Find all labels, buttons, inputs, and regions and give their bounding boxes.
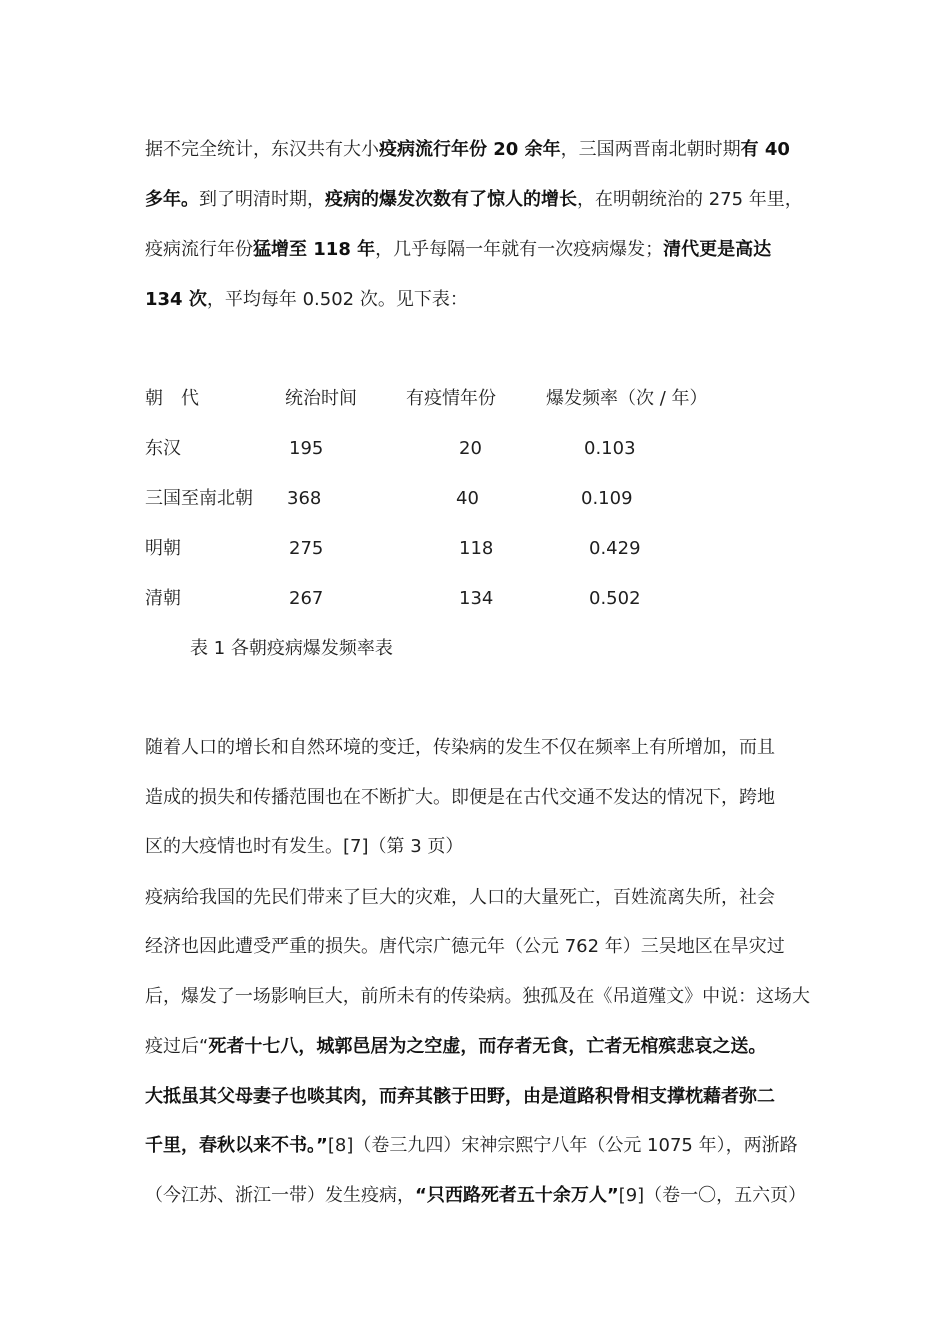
quote-bold-run: “只西路死者五十余万人”: [415, 1185, 619, 1206]
table-header-row: [145, 386, 765, 412]
bold-run: 疫病流行年份 20 余年: [379, 139, 561, 160]
paragraph-line: [145, 1034, 766, 1060]
table-header-cell: 有疫情年份: [406, 388, 496, 409]
text-run: 疫病流行年份: [145, 239, 253, 260]
paragraph-line: 疫病给我国的先民们带来了巨大的灾难，人口的大量死亡，百姓流离失所，社会: [145, 887, 775, 908]
text-run: ，几乎每隔一年就有一次疫病爆发；: [375, 239, 664, 260]
table-row: [145, 586, 765, 612]
text-run: 疫过后“: [145, 1036, 209, 1057]
quote-line: 大抵虽其父母妻子也啖其肉，而弃其骸于田野，由是道路积骨相支撑枕藉者弥二: [145, 1086, 775, 1107]
intro-line-4: [145, 287, 468, 313]
table-cell: 0.103: [584, 438, 636, 459]
text-run: [8]（卷三九四）宋神宗熙宁八年（公元 1075 年），两浙路: [327, 1135, 798, 1156]
bold-run: 猛增至 118 年: [253, 239, 376, 260]
table-cell: 267: [289, 588, 324, 609]
intro-line-3: [145, 237, 771, 263]
text-run: （今江苏、浙江一带）发生疫病，: [145, 1185, 415, 1206]
table-cell: 0.429: [589, 538, 641, 559]
text-run: 据不完全统计，东汉共有大小: [145, 139, 379, 160]
table-cell: 195: [289, 438, 324, 459]
text-run: ，三国两晋南北朝时期: [560, 139, 741, 160]
paragraph-line: 造成的损失和传播范围也在不断扩大。即便是在古代交通不发达的情况下，跨地: [145, 787, 775, 808]
quote-bold-run: 千里，春秋以来不书。”: [145, 1135, 328, 1156]
table-cell: 275: [289, 538, 324, 559]
paragraph-line: 区的大疫情也时有发生。[7]（第 3 页）: [145, 836, 464, 857]
text-run: [9]（卷一〇，五六页）: [618, 1185, 807, 1206]
table-cell: 明朝: [145, 538, 181, 559]
table-cell: 0.502: [589, 588, 641, 609]
text-run: ，在明朝统治的 275 年里，: [577, 189, 803, 210]
intro-line-1: [145, 137, 790, 163]
table-cell: 20: [459, 438, 482, 459]
table-row: [145, 536, 765, 562]
table-row: [145, 436, 765, 462]
table-header-cell: 朝 代: [145, 388, 199, 409]
paragraph-line: [145, 1183, 806, 1209]
table-cell: 40: [456, 488, 479, 509]
bold-run: 疫病的爆发次数有了惊人的增长: [325, 189, 577, 210]
table-header-cell: 统治时间: [285, 388, 357, 409]
bold-run: 多年。: [145, 189, 199, 210]
paragraph-line: 随着人口的增长和自然环境的变迁，传染病的发生不仅在频率上有所增加，而且: [145, 737, 775, 758]
paragraph-line: 后，爆发了一场影响巨大，前所未有的传染病。独孤及在《吊道殣文》中说：这场大: [145, 986, 811, 1007]
table-header-cell: 爆发频率（次 / 年）: [546, 388, 708, 409]
table-cell: 0.109: [581, 488, 633, 509]
table-cell: 368: [287, 488, 322, 509]
table-row: [145, 486, 765, 512]
table-cell: 清朝: [145, 588, 181, 609]
bold-run: 清代更是高达: [663, 239, 772, 260]
table-cell: 118: [459, 538, 494, 559]
text-run: ，平均每年 0.502 次。见下表：: [206, 289, 468, 310]
paragraph-line: 经济也因此遭受严重的损失。唐代宗广德元年（公元 762 年）三吴地区在旱灾过: [145, 936, 785, 957]
paragraph-line: [145, 1133, 798, 1159]
table-cell: 东汉: [145, 438, 181, 459]
table-cell: 三国至南北朝: [145, 488, 253, 509]
text-run: 到了明清时期，: [199, 189, 325, 210]
bold-run: 有 40: [740, 139, 790, 160]
intro-line-2: [145, 187, 803, 213]
table-cell: 134: [459, 588, 494, 609]
table-caption: 表 1 各朝疫病爆发频率表: [190, 638, 393, 659]
bold-run: 134 次: [145, 289, 207, 310]
quote-bold-run: 死者十七八，城郭邑居为之空虚，而存者无食，亡者无棺殡悲哀之送。: [208, 1036, 767, 1057]
